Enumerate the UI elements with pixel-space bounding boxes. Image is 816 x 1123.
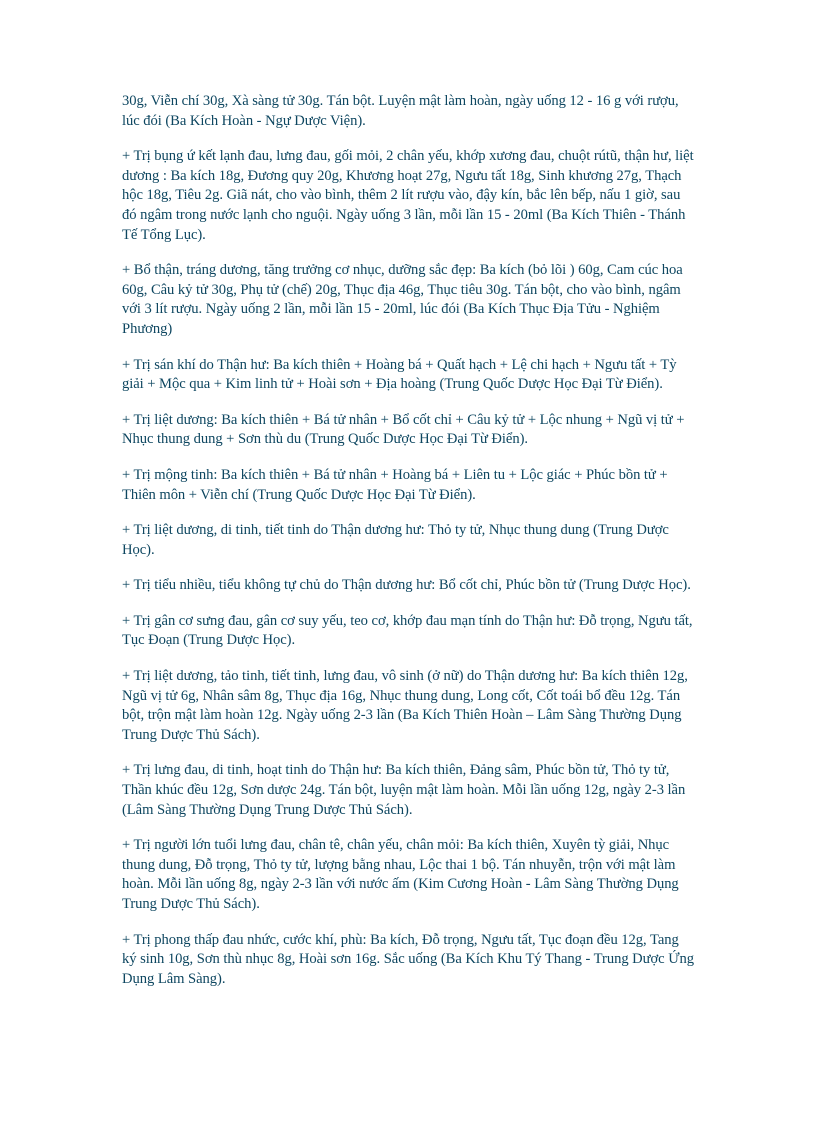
- document-body: [122, 92, 694, 1005]
- paragraph-remedy-4: + Trị liệt dương: Ba kích thiên + Bá tử nhân + Bổ cốt chỉ + Câu kỷ tử + Lộc nhung + Ngũ vị tử + Nhục thung dung + Sơn thù du (Trung Quốc Dược Học Đại Từ Điển).: [122, 411, 685, 448]
- paragraph-remedy-2: + Bổ thận, tráng dương, tăng trưởng cơ nhục, dưỡng sắc đẹp: Ba kích (bỏ lõi ) 60g, Cam cúc hoa 60g, Câu kỷ tử 30g, Phụ tử (chế) 20g, Thục địa 46g, Thục tiêu 30g. Tán bột, cho vào bình, ngâm với 3 lít rượu. Ngày uống 2 lần, mỗi lần 15 - 20ml, lúc đói (Ba Kích Thục Địa Tửu - Nghiệm Phương): [122, 262, 683, 337]
- paragraph-remedy-3: + Trị sán khí do Thận hư: Ba kích thiên + Hoàng bá + Quất hạch + Lệ chi hạch + Ngưu tất + Tỳ giải + Mộc qua + Kim linh tử + Hoài sơn + Địa hoàng (Trung Quốc Dược Học Đại Từ Điển).: [122, 356, 677, 393]
- paragraph-remedy-9: + Trị liệt dương, tảo tinh, tiết tinh, lưng đau, vô sinh (ở nữ) do Thận dương hư: Ba kích thiên 12g, Ngũ vị tử 6g, Nhân sâm 8g, Thục địa 16g, Nhục thung dung, Long cốt, Cốt toái bổ đều 12g. Tán bột, trộn mật làm hoàn 12g. Ngày uống 2-3 lần (Ba Kích Thiên Hoàn – Lâm Sàng Thường Dụng Trung Dược Thủ Sách).: [122, 668, 688, 743]
- paragraph-remedy-5: + Trị mộng tinh: Ba kích thiên + Bá tử nhân + Hoàng bá + Liên tu + Lộc giác + Phúc bồn tử + Thiên môn + Viễn chí (Trung Quốc Dược Học Đại Từ Điển).: [122, 466, 668, 503]
- paragraph-remedy-11: + Trị người lớn tuổi lưng đau, chân tê, chân yếu, chân mỏi: Ba kích thiên, Xuyên tỳ giải, Nhục thung dung, Đỗ trọng, Thỏ ty tử, lượng bằng nhau, Lộc thai 1 bộ. Tán nhuyễn, trộn với mật làm hoàn. Mỗi lần uống 8g, ngày 2-3 lần với nước ấm (Kim Cương Hoàn - Lâm Sàng Thường Dụng Trung Dược Thủ Sách).: [122, 837, 679, 912]
- paragraph-remedy-12: + Trị phong thấp đau nhức, cước khí, phù: Ba kích, Đỗ trọng, Ngưu tất, Tục đoạn đều 12g, Tang ký sinh 10g, Sơn thù nhục 8g, Hoài sơn 16g. Sắc uống (Ba Kích Khu Tý Thang - Trung Dược Ứng Dụng Lâm Sàng).: [122, 931, 694, 987]
- paragraph-remedy-8: + Trị gân cơ sưng đau, gân cơ suy yếu, teo cơ, khớp đau mạn tính do Thận hư: Đỗ trọng, Ngưu tất, Tục Đoạn (Trung Dược Học).: [122, 612, 693, 649]
- paragraph-continuation: 30g, Viễn chí 30g, Xà sàng tử 30g. Tán bột. Luyện mật làm hoàn, ngày uống 12 - 16 g với rượu, lúc đói (Ba Kích Hoàn - Ngự Dược Viện).: [122, 93, 679, 129]
- paragraph-remedy-6: + Trị liệt dương, di tinh, tiết tinh do Thận dương hư: Thỏ ty tử, Nhục thung dung (Trung Dược Học).: [122, 522, 669, 558]
- paragraph-remedy-10: + Trị lưng đau, di tinh, hoạt tinh do Thận hư: Ba kích thiên, Đảng sâm, Phúc bồn tử, Thỏ ty tử, Thần khúc đều 12g, Sơn dược 24g. Tán bột, luyện mật làm hoàn. Mỗi lần uống 12g, ngày 2-3 lần (Lâm Sàng Thường Dụng Trung Dược Thủ Sách).: [122, 762, 686, 818]
- paragraph-remedy-7: + Trị tiểu nhiều, tiểu không tự chủ do Thận dương hư: Bổ cốt chỉ, Phúc bồn tử (Trung Dược Học).: [122, 577, 691, 594]
- paragraph-remedy-1: + Trị bụng ứ kết lạnh đau, lưng đau, gối mỏi, 2 chân yếu, khớp xương đau, chuột rútũ, thận hư, liệt dương : Ba kích 18g, Đương quy 20g, Khương hoạt 27g, Ngưu tất 18g, Sinh khương 27g, Thạch hộc 18g, Tiêu 2g. Giã nát, cho vào bình, thêm 2 lít rượu vào, đậy kín, bắc lên bếp, nấu 1 giờ, sau đó ngâm trong nước lạnh cho nguội. Ngày uống 3 lần, mỗi lần 15 - 20ml (Ba Kích Thiên - Thánh Tế Tổng Lục).: [122, 148, 694, 243]
